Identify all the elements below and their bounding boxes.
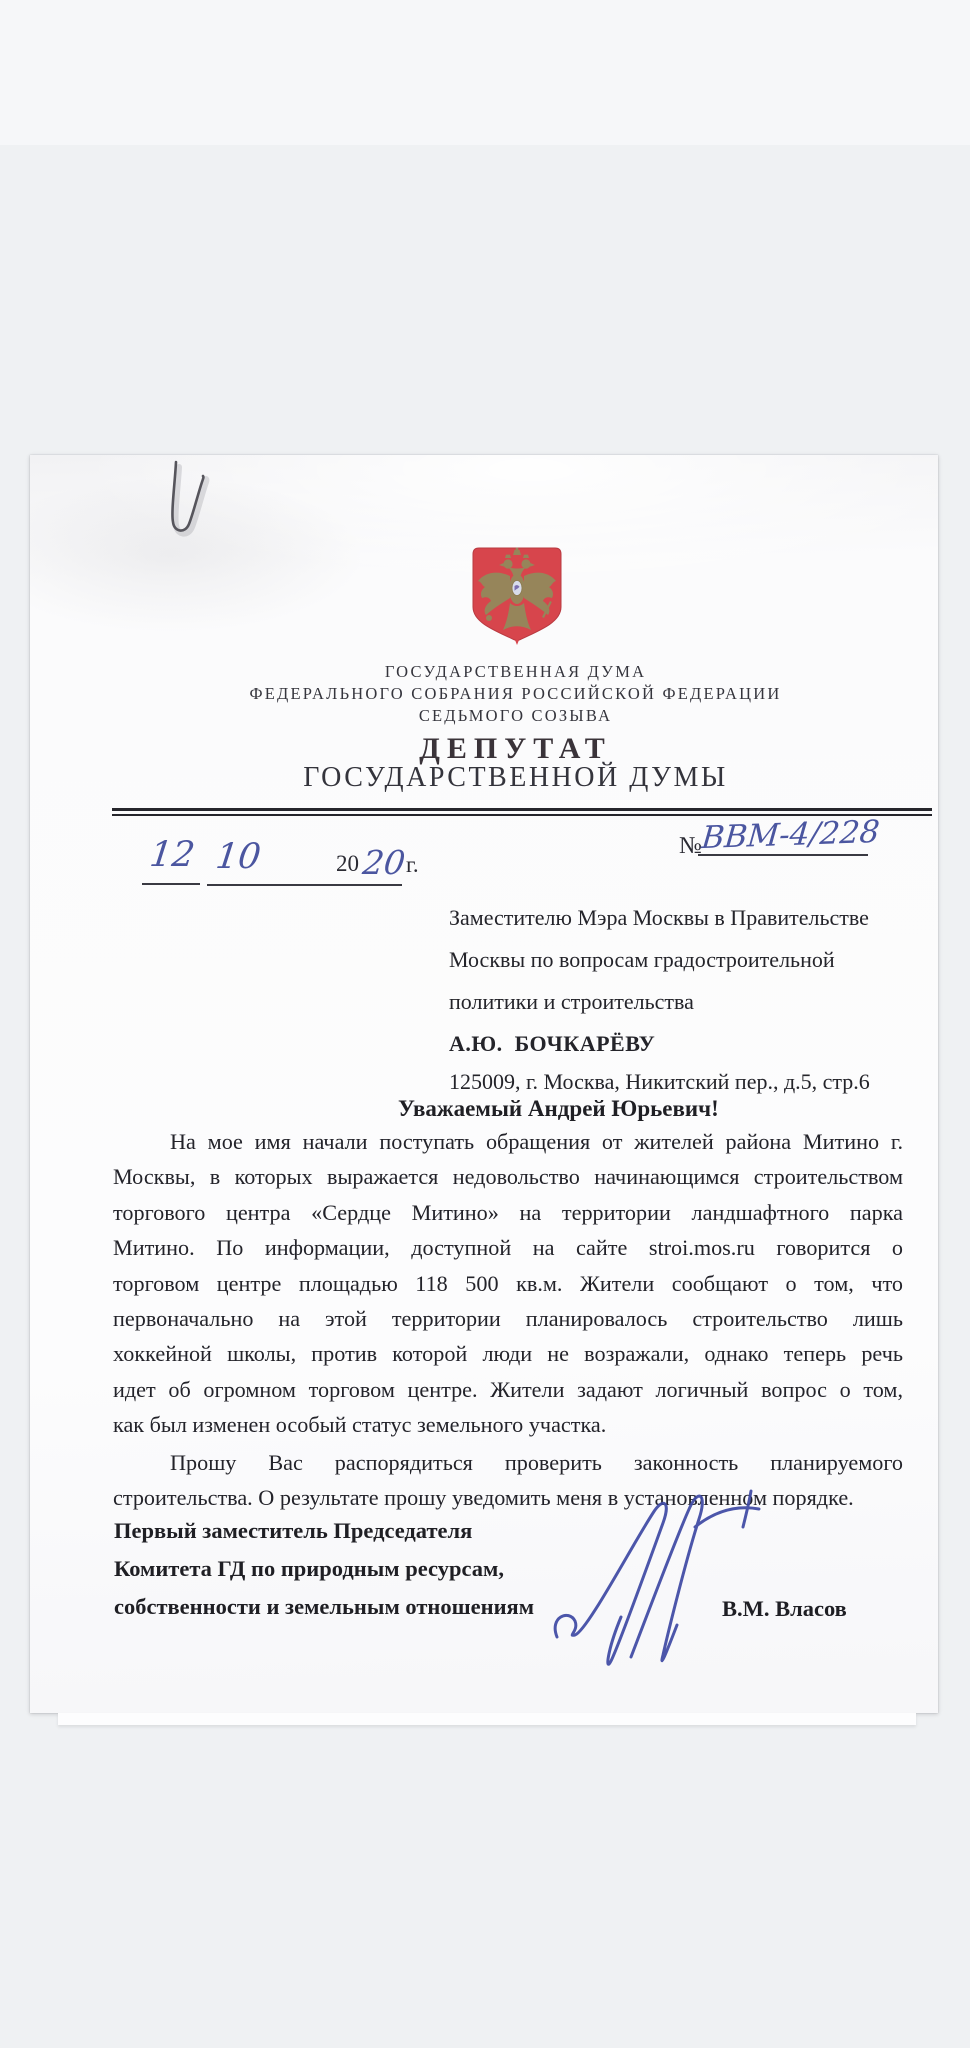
- handwritten-day: 12: [147, 835, 198, 875]
- addressee-name: А.Ю. БОЧКАРЁВУ: [449, 1031, 656, 1056]
- year-suffix: г.: [406, 852, 419, 877]
- role-subtitle: ГОСУДАРСТВЕННОЙ ДУМЫ: [303, 762, 728, 793]
- signer-name: В.М. Власов: [722, 1596, 847, 1621]
- day-underline: [142, 883, 200, 885]
- signer-position-line: Первый заместитель Председателя: [114, 1518, 473, 1543]
- handwritten-outgoing-number: ВВМ-4/228: [700, 813, 882, 857]
- body-line: Прошу Вас распорядиться проверить законность планируемого: [170, 1449, 903, 1475]
- number-underline: [698, 854, 868, 856]
- scanner-background-top: [0, 0, 970, 145]
- org-name-line2: ФЕДЕРАЛЬНОГО СОБРАНИЯ РОССИЙСКОЙ ФЕДЕРАЦИИ: [249, 684, 782, 703]
- month-underline: [207, 884, 334, 886]
- body-line: Митино. По информации, доступной на сайте stroi.mos.ru говорится о: [113, 1235, 903, 1261]
- year-underline: [332, 884, 402, 886]
- salutation: Уважаемый Андрей Юрьевич!: [398, 1096, 719, 1121]
- paperclip-icon: [156, 452, 220, 548]
- org-name-line3: СЕДЬМОГО СОЗЫВА: [418, 706, 613, 725]
- role-title: ДЕПУТАТ: [419, 732, 612, 765]
- body-line: На мое имя начали поступать обращения от жителей района Митино г.: [170, 1129, 903, 1154]
- letterhead-divider: [112, 808, 932, 816]
- addressee-address: 125009, г. Москва, Никитский пер., д.5, стр.6: [449, 1069, 870, 1094]
- russia-coat-of-arms-icon: [470, 545, 564, 645]
- body-line: торгового центра «Сердце Митино» на территории ландшафтного парка: [113, 1199, 903, 1225]
- body-line: как был изменен особый статус земельного участка.: [113, 1412, 607, 1438]
- body-line: торговом центре площадью 118 500 кв.м. Жители сообщают о том, что: [113, 1270, 903, 1296]
- body-line: идет об огромном торговом центре. Жители задают логичный вопрос о том,: [113, 1376, 903, 1402]
- second-sheet-edge: [58, 1713, 916, 1725]
- addressee-line: политики и строительства: [449, 989, 694, 1014]
- body-line: строительства. О результате прошу уведомить меня в установленном порядке.: [113, 1485, 854, 1510]
- signer-position-line: собственности и земельным отношениям: [114, 1594, 535, 1619]
- handwritten-month: 10: [213, 837, 264, 877]
- body-line: хоккейной школы, против которой люди не возражали, однако теперь речь: [113, 1341, 903, 1367]
- signer-position-line: Комитета ГД по природным ресурсам,: [114, 1556, 504, 1581]
- handwritten-year: 20: [360, 843, 408, 882]
- number-label: №: [679, 833, 702, 859]
- letter-paper: [30, 455, 938, 1713]
- printed-year-prefix: 20: [336, 851, 359, 876]
- addressee-line: Заместителю Мэра Москвы в Правительстве: [449, 905, 869, 930]
- addressee-line: Москвы по вопросам градостроительной: [449, 947, 835, 972]
- handwritten-signature: [535, 1485, 785, 1680]
- org-name-line1: ГОСУДАРСТВЕННАЯ ДУМА: [384, 662, 647, 681]
- body-line: Москвы, в которых выражается недовольство начинающимся строительством: [113, 1164, 903, 1190]
- body-line: первоначально на этой территории планировалось строительство лишь: [113, 1306, 903, 1331]
